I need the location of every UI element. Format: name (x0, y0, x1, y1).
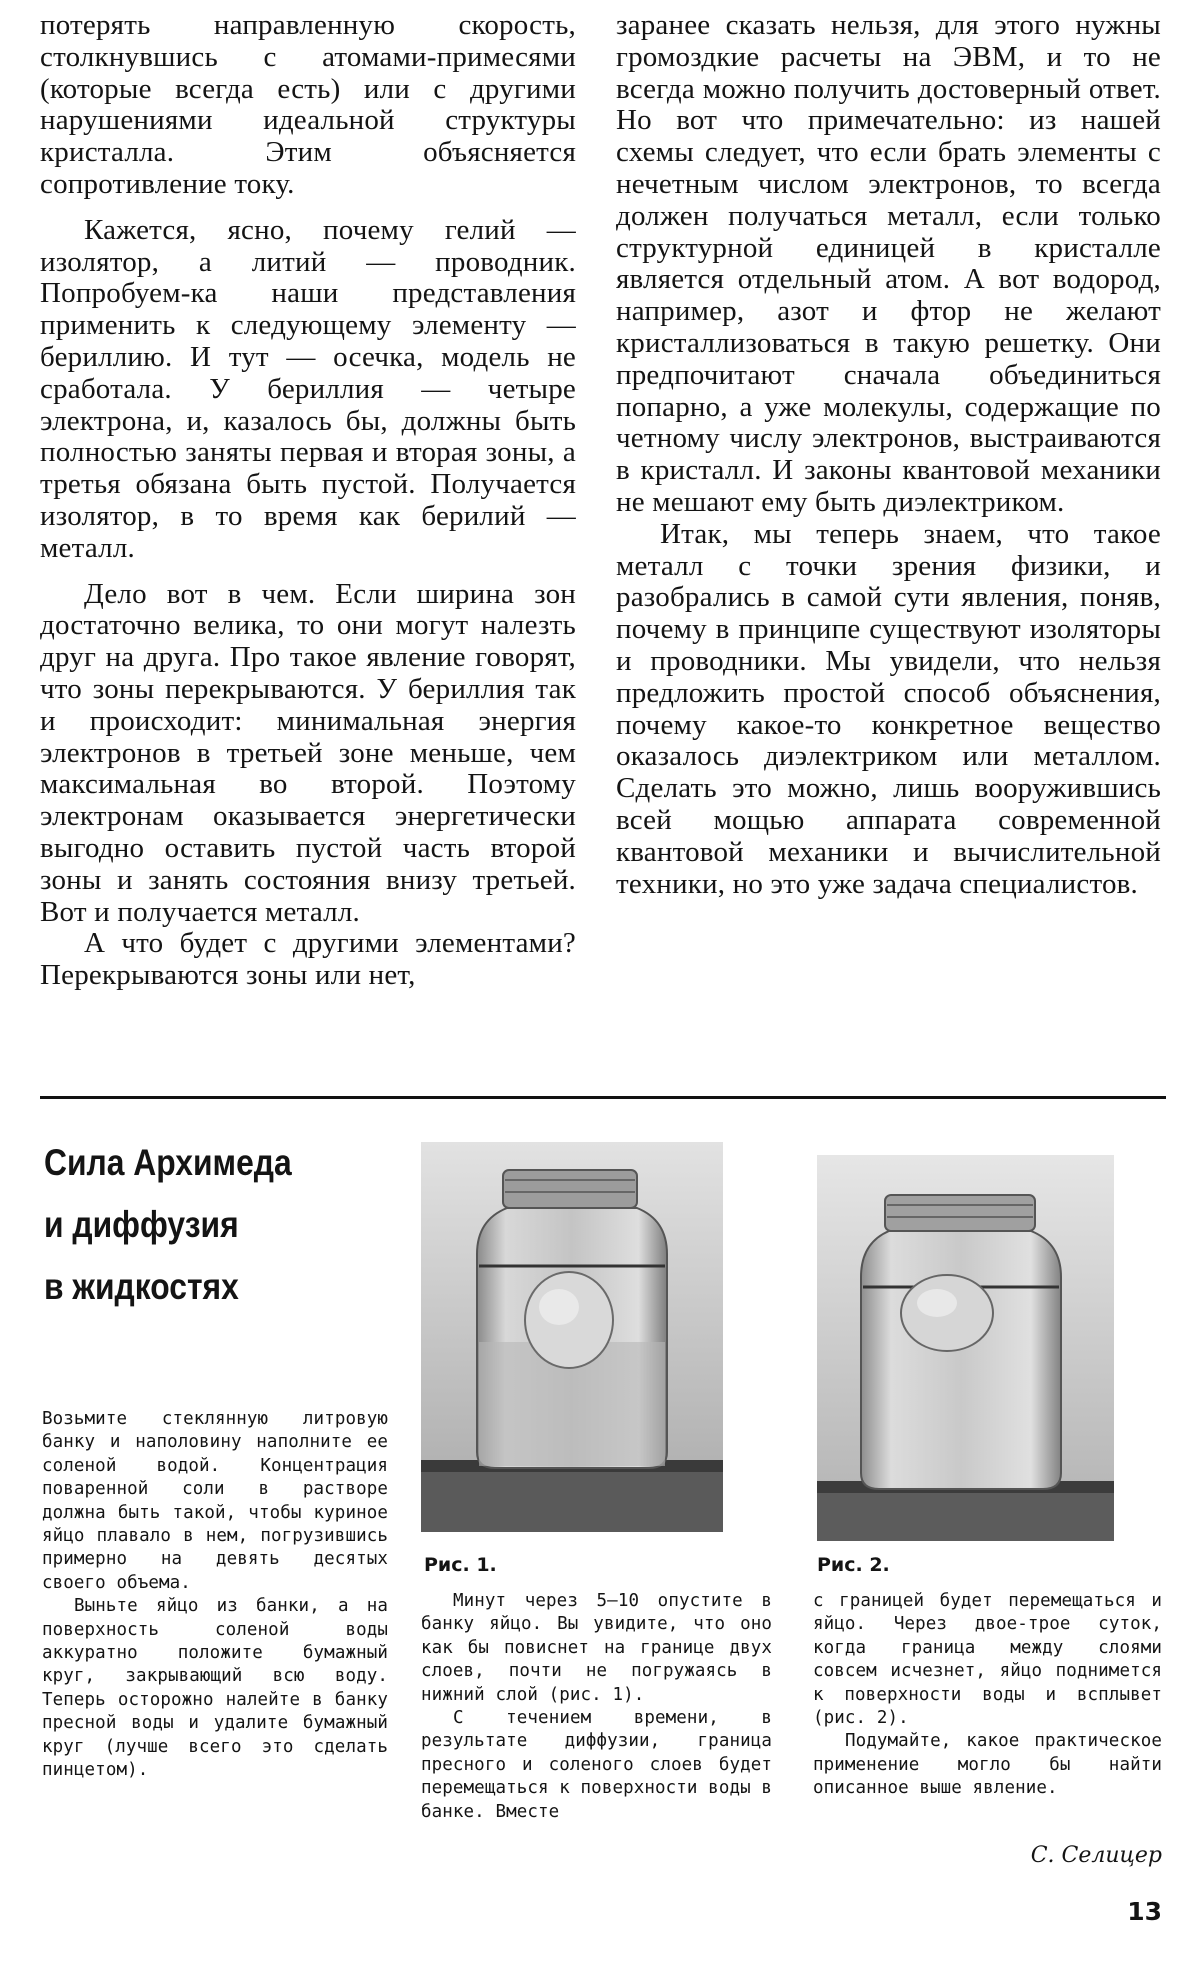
paragraph: А что будет с другими элементами? Перекрываются зоны или нет, (40, 927, 576, 992)
paragraph: Подумайте, какое практическое применение могло бы найти описанное выше явление. (813, 1731, 1162, 1799)
paragraph: Минут через 5—10 опустите в банку яйцо. Вы увидите, что оно как бы повиснет на границе двух слоев, почти не погружаясь в нижний слой (рис. 1). (421, 1591, 772, 1705)
paragraph: Выньте яйцо из банки, а на поверхность соленой воды аккуратно положите бумажный круг, закрывающий всю воду. Теперь осторожно налейте в банку пресной воды и удалите бумажный круг (лучше всего это сделать пинцетом). (42, 1596, 388, 1781)
page-number: 13 (1127, 1897, 1162, 1926)
article-title-line: в жидкостях (44, 1266, 239, 1307)
article-left-column (42, 1408, 388, 1783)
paragraph: с границей будет перемещаться и яйцо. Через двое-трое суток, когда граница между слоями совсем исчезнет, яйцо поднимется к поверхности воды и всплывет (рис. 2). (813, 1591, 1162, 1729)
main-text-left-column (40, 10, 576, 992)
paragraph: потерять направленную скорость, столкнувшись с атомами-примесями (которые всегда есть) или с другими нарушениями идеальной структуры кристалла. Этим объясняется сопротивление току. (40, 9, 576, 200)
article-middle-column (421, 1590, 772, 1824)
article-right-column (813, 1590, 1162, 1801)
figure-2-photo (817, 1155, 1114, 1541)
jar-with-floating-egg-image (817, 1155, 1114, 1541)
paragraph: Возьмите стеклянную литровую банку и наполовину наполните ее соленой водой. Концентрация поваренной соли в растворе должна быть такой, чтобы куриное яйцо плавало в нем, погрузившись примерно на девять десятых своего объема. (42, 1409, 388, 1593)
article-title-line: Сила Архимеда (44, 1142, 292, 1183)
article-title (44, 1132, 319, 1318)
paragraph: Кажется, ясно, почему гелий — изолятор, а литий — проводник. Попробуем-ка наши представления применить к следующему элементу — бериллию. И тут — осечка, модель не сработала. У бериллия — четыре электрона, и, казалось бы, должны быть полностью заняты первая и вторая зоны, а третья обязана быть пустой. Получается изолятор, в то время как берилий — металл. (40, 213, 576, 564)
section-divider (40, 1096, 1166, 1099)
main-text-right-column (616, 10, 1161, 900)
paragraph: Дело вот в чем. Если ширина зон достаточно велика, то они могут налезть друг на друга. Про такое явление говорят, что зоны перекрываются. У бериллия так и происходит: минимальная энергия электронов в третьей зоне меньше, чем максимальная во второй. Поэтому электронам оказывается энергетически выгодно оставить пустой часть второй зоны и занять состояния внизу третьей. Вот и получается металл. (40, 577, 576, 928)
figure-2-caption: Рис. 2. (817, 1554, 890, 1576)
paragraph: заранее сказать нельзя, для этого нужны громоздкие расчеты на ЭВМ, и то не всегда можно получить достоверный ответ. Но вот что примечательно: из нашей схемы следует, что если брать элементы с нечетным числом электронов, то всегда должен получаться металл, если только структурной единицей в кристалле является отдельный атом. А вот водород, например, азот и фтор не желают кристаллизоваться в такую решетку. Они предпочитают сначала объединиться попарно, а уже молекулы, содержащие по четному числу электронов, выстраиваются в кристалл. И законы квантовой механики не мешают ему быть диэлектриком. (616, 9, 1161, 518)
jar-with-egg-image (421, 1142, 723, 1532)
paragraph: Итак, мы теперь знаем, что такое металл с точки зрения физики, и разобрались в самой сути явления, поняв, почему в принципе существуют изоляторы и проводники. Мы увидели, что нельзя предложить простой способ объяснения, почему какое-то конкретное вещество оказалось диэлектриком или металлом. Сделать это можно, лишь вооружившись всей мощью аппарата современной квантовой механики и вычислительной техники, но это уже задача специалистов. (616, 517, 1161, 900)
figure-1-caption: Рис. 1. (424, 1554, 497, 1576)
figure-1-photo (421, 1142, 723, 1532)
article-title-line: и диффузия (44, 1204, 239, 1245)
author-signature: С. Селицер (1030, 1843, 1162, 1868)
paragraph: С течением времени, в результате диффузии, граница пресного и соленого слоев будет перемещаться к поверхности воды в банке. Вместе (421, 1708, 772, 1822)
